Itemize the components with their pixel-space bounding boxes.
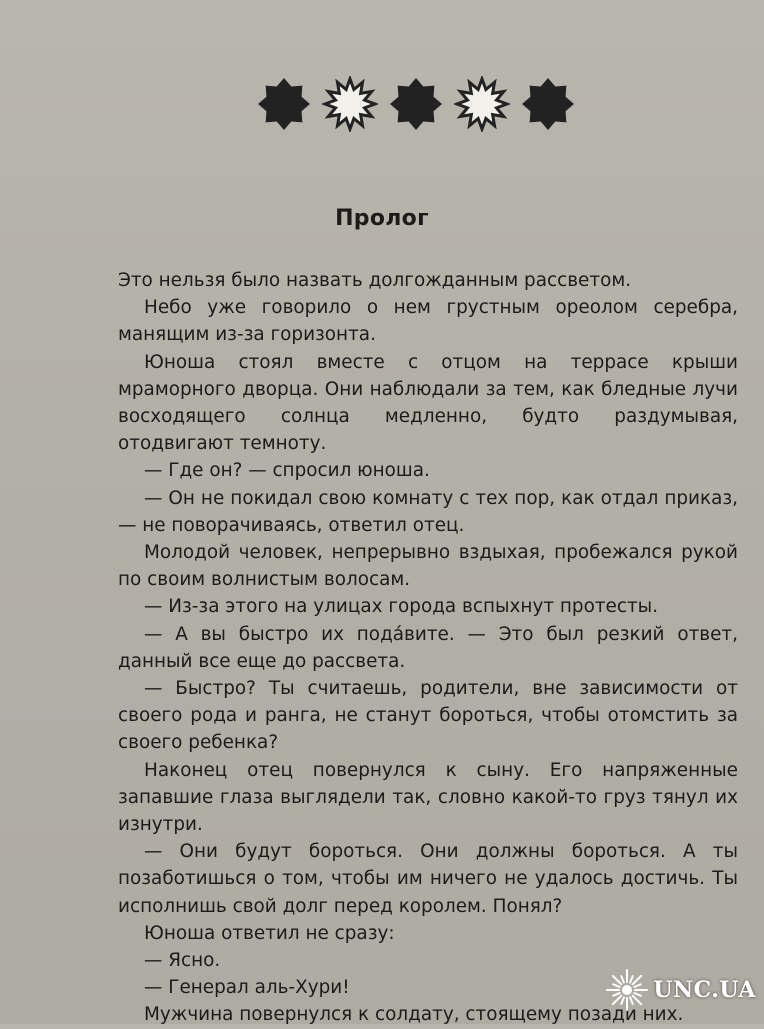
site-watermark bbox=[605, 968, 756, 1012]
paragraph: Наконец отец повернулся к сыну. Его напряженные запавшие глаза выглядели так, словно какой-то груз тянул их изнутри. bbox=[118, 759, 738, 836]
paragraph: Мужчина повернулся к солдату, стоящему позади них. bbox=[144, 1004, 684, 1026]
outline-star-icon bbox=[454, 76, 510, 132]
chapter-ornament bbox=[256, 76, 576, 132]
paragraph: — Они будут бороться. Они должны бороться. А ты позаботишься о том, чтобы им ничего не удалось достичь. Ты исполнишь свой долг перед королем. Понял? bbox=[118, 841, 738, 917]
paragraph: Молодой человек, непрерывно вздыхая, пробежался рукой по своим волнистым волосам. bbox=[118, 542, 738, 591]
chapter-title: Пролог bbox=[335, 206, 429, 231]
paragraph: — А вы быстро их пода́вите. — Это был резкий ответ, данный все еще до рассвета. bbox=[118, 623, 738, 672]
paragraph: Небо уже говорило о нем грустным ореолом серебра, манящим из-за горизонта. bbox=[118, 297, 738, 346]
filled-star-icon bbox=[388, 76, 444, 132]
paragraph: Это нельзя было назвать долгожданным рассветом. bbox=[118, 270, 632, 291]
paragraph: — Ясно. bbox=[144, 950, 221, 972]
paragraph: — Он не покидал свою комнату с тех пор, как отдал приказ, — не поворачиваясь, ответил отец. bbox=[118, 487, 738, 536]
outline-star-icon bbox=[322, 76, 378, 132]
paragraph: — Генерал аль-Хури! bbox=[144, 977, 350, 999]
watermark-text: UNC.UA bbox=[653, 977, 756, 1003]
paragraph: Юноша ответил не сразу: bbox=[144, 922, 395, 944]
sunburst-icon bbox=[605, 968, 649, 1012]
chapter-body bbox=[118, 267, 738, 1029]
filled-star-icon bbox=[256, 76, 312, 132]
paragraph: — Из-за этого на улицах города вспыхнут протесты. bbox=[144, 596, 659, 618]
paragraph: — Быстро? Ты считаешь, родители, вне зависимости от своего рода и ранга, не станут бороться, чтобы отомстить за своего ребенка? bbox=[118, 678, 738, 754]
paragraph: — Где он? — спросил юноша. bbox=[144, 460, 430, 482]
paragraph: Юноша стоял вместе с отцом на террасе крыши мраморного дворца. Они наблюдали за тем, как бледные лучи восходящего солнца медленно, будто раздумывая, отодвигают темноту. bbox=[118, 351, 738, 455]
filled-star-icon bbox=[520, 76, 576, 132]
